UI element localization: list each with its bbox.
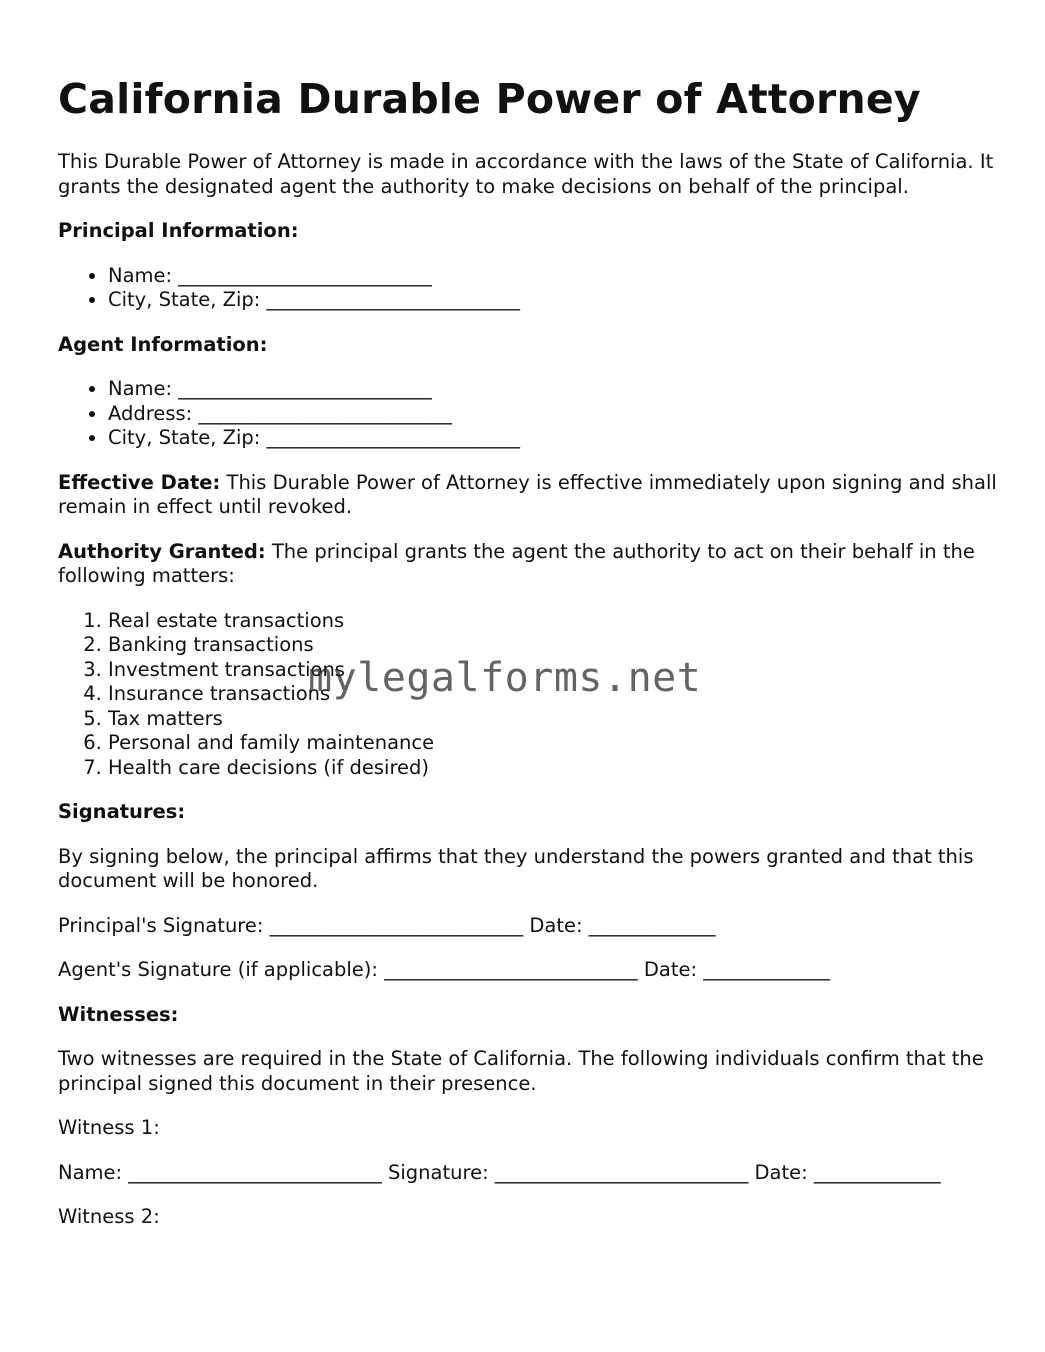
witness-2-label: Witness 2:	[58, 1205, 160, 1228]
principal-city-state-zip-field[interactable]: • City, State, Zip: __________________________	[108, 288, 998, 313]
authority-item-investment: 3. Investment transactions	[108, 658, 998, 683]
agent-fields-list	[58, 377, 998, 451]
witnesses-heading: Witnesses:	[58, 1002, 179, 1026]
signatures-text: By signing below, the principal affirms that they understand the powers granted and that this document will be honored.	[58, 844, 974, 892]
authority-item-tax: 5. Tax matters	[108, 707, 998, 732]
authority-list	[58, 609, 998, 781]
authority-item-family-maintenance: 6. Personal and family maintenance	[108, 731, 998, 756]
effective-date-label: Effective Date:	[58, 470, 221, 494]
authority-label: Authority Granted:	[58, 539, 266, 563]
authority-paragraph	[58, 540, 998, 589]
effective-date-paragraph	[58, 471, 998, 520]
witness-1-line[interactable]: Name: __________________________ Signature: __________________________ Date: _____________	[58, 1160, 941, 1184]
authority-text: The principal grants the agent the authority to act on their behalf in the following matters:	[58, 539, 975, 587]
authority-item-real-estate: 1. Real estate transactions	[108, 609, 998, 634]
authority-item-health-care: 7. Health care decisions (if desired)	[108, 756, 998, 781]
document-page	[58, 70, 998, 1250]
agent-city-state-zip-field[interactable]: • City, State, Zip: __________________________	[108, 426, 998, 451]
principal-name-field[interactable]: • Name: __________________________	[108, 264, 998, 289]
principal-heading: Principal Information:	[58, 219, 299, 242]
page-title: California Durable Power of Attorney	[58, 75, 921, 123]
intro-paragraph: This Durable Power of Attorney is made in accordance with the laws of the State of California. It grants the designated agent the authority to make decisions on behalf of the principal.	[58, 150, 994, 198]
principal-fields-list	[58, 264, 998, 313]
agent-signature-line[interactable]: Agent's Signature (if applicable): __________________________ Date: _____________	[58, 958, 831, 981]
signatures-heading: Signatures:	[58, 800, 186, 823]
authority-item-banking: 2. Banking transactions	[108, 633, 998, 658]
watermark: mylegalforms.net	[308, 655, 702, 701]
agent-address-field[interactable]: • Address: __________________________	[108, 402, 998, 427]
agent-heading: Agent Information:	[58, 332, 268, 356]
agent-name-field[interactable]: • Name: __________________________	[108, 377, 998, 402]
witness-1-label: Witness 1:	[58, 1116, 160, 1139]
effective-date-text: This Durable Power of Attorney is effective immediately upon signing and shall remain in effect until revoked.	[58, 470, 997, 518]
authority-item-insurance: 4. Insurance transactions	[108, 682, 998, 707]
witnesses-text: Two witnesses are required in the State of California. The following individuals confirm that the principal signed this document in their presence.	[58, 1047, 984, 1095]
principal-signature-line[interactable]: Principal's Signature: __________________________ Date: _____________	[58, 913, 716, 937]
